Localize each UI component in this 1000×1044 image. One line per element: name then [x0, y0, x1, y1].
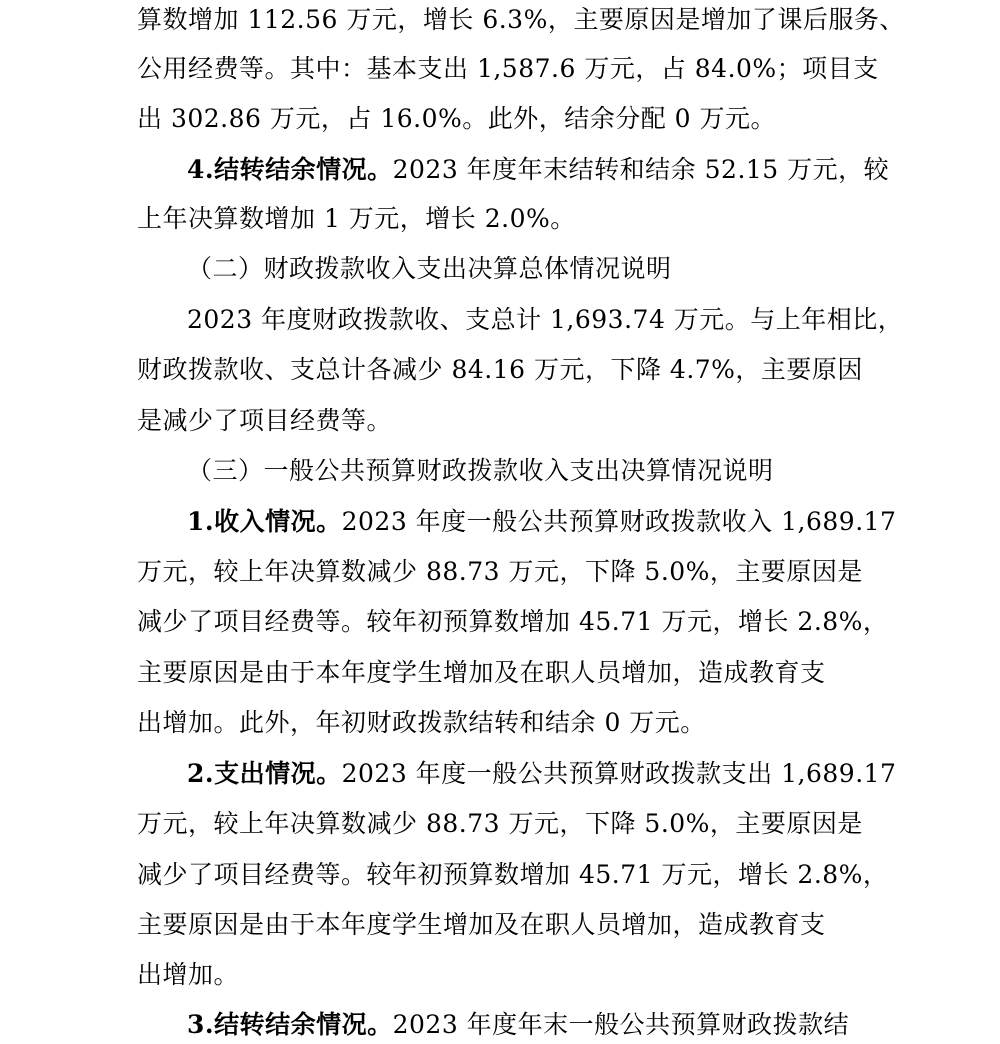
section-heading-label: 3.结转结余情况。	[187, 1010, 393, 1039]
line-text: 2023 年度年末结转和结余 52.15 万元，较	[392, 155, 890, 184]
subsection-title-3	[187, 453, 774, 489]
line-text: 主要原因是由于本年度学生增加及在职人员增加，造成教育支	[137, 910, 826, 939]
line-text: 主要原因是由于本年度学生增加及在职人员增加，造成教育支	[137, 658, 826, 687]
paragraph-line	[137, 201, 576, 237]
line-text: 2023 年度一般公共预算财政拨款支出 1,689.17	[341, 759, 897, 788]
line-text: 公用经费等。其中：基本支出 1,587.6 万元，占 84.0%；项目支	[137, 54, 879, 83]
line-text: 减少了项目经费等。较年初预算数增加 45.71 万元，增长 2.8%，	[137, 860, 889, 889]
section-heading-expenditure	[187, 756, 896, 792]
line-text: 出 302.86 万元，占 16.0%。此外，结余分配 0 万元。	[137, 104, 777, 133]
section-heading-carryover	[187, 152, 889, 188]
paragraph-line	[137, 806, 863, 842]
line-text: 2023 年度年末一般公共预算财政拨款结	[392, 1010, 850, 1039]
line-text: 财政拨款收、支总计各减少 84.16 万元，下降 4.7%，主要原因	[137, 355, 863, 384]
subsection-title-text: （二）财政拨款收入支出决算总体情况说明	[187, 254, 672, 283]
paragraph-line	[137, 554, 863, 590]
line-text: 减少了项目经费等。较年初预算数增加 45.71 万元，增长 2.8%，	[137, 607, 889, 636]
paragraph-line	[137, 705, 706, 741]
paragraph-line	[187, 302, 903, 338]
section-heading-label: 4.结转结余情况。	[187, 155, 393, 184]
paragraph-line	[137, 51, 879, 87]
subsection-title-text: （三）一般公共预算财政拨款收入支出决算情况说明	[187, 456, 774, 485]
paragraph-line	[137, 352, 863, 388]
section-heading-label: 2.支出情况。	[187, 759, 342, 788]
line-text: 2023 年度一般公共预算财政拨款收入 1,689.17	[341, 507, 897, 536]
section-heading-label: 1.收入情况。	[187, 507, 342, 536]
line-text: 出增加。此外，年初财政拨款结转和结余 0 万元。	[137, 708, 706, 737]
line-text: 万元，较上年决算数减少 88.73 万元，下降 5.0%，主要原因是	[137, 809, 863, 838]
paragraph-line	[137, 101, 776, 137]
line-text: 万元，较上年决算数减少 88.73 万元，下降 5.0%，主要原因是	[137, 557, 863, 586]
paragraph-line	[137, 403, 392, 439]
line-text: 是减少了项目经费等。	[137, 406, 393, 435]
paragraph-line	[137, 604, 888, 640]
paragraph-line	[137, 857, 888, 893]
line-text: 上年决算数增加 1 万元，增长 2.0%。	[137, 204, 576, 233]
paragraph-line	[137, 907, 826, 943]
section-heading-carryover-general	[187, 1007, 849, 1043]
paragraph-line	[137, 957, 239, 993]
paragraph-line	[137, 2, 905, 38]
paragraph-line	[137, 655, 826, 691]
line-text: 出增加。	[137, 960, 240, 989]
section-heading-income	[187, 504, 896, 540]
subsection-title-2	[187, 251, 672, 287]
line-text: 算数增加 112.56 万元，增长 6.3%，主要原因是增加了课后服务、	[137, 5, 905, 34]
line-text: 2023 年度财政拨款收、支总计 1,693.74 万元。与上年相比，	[187, 305, 904, 334]
